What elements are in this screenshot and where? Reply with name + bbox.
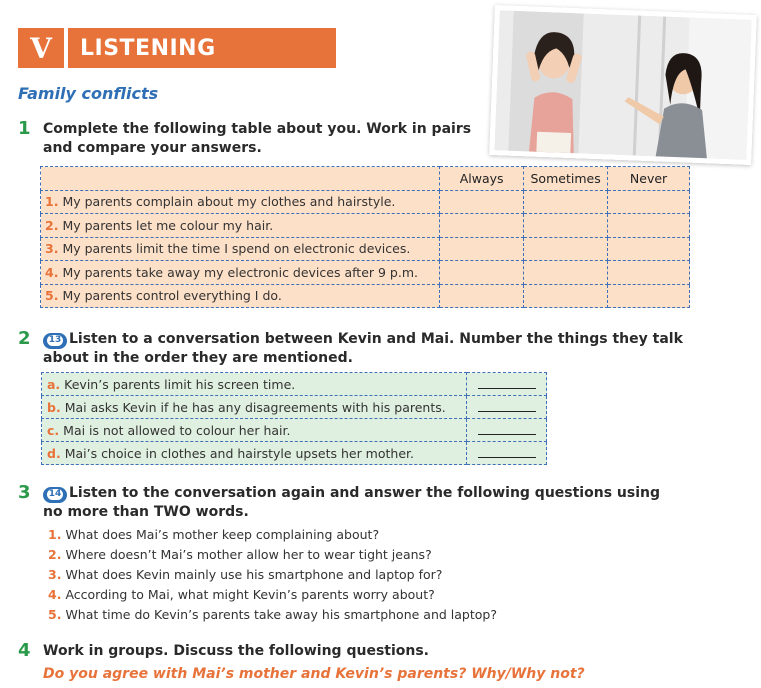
table-row [41, 284, 690, 308]
table-row [42, 373, 547, 396]
task1-number: 1 [18, 118, 31, 139]
item-label [42, 373, 467, 396]
list-item [48, 585, 497, 605]
cell-always[interactable] [440, 214, 524, 238]
question-text: Where doesn’t Mai’s mother allow her to wear tight jeans? [65, 547, 432, 562]
row-number: 5. [45, 288, 59, 304]
cell-never[interactable] [608, 261, 690, 285]
table-row [42, 396, 547, 419]
row-number: 2. [45, 217, 59, 233]
task2-number: 2 [18, 328, 31, 349]
cell-always[interactable] [440, 190, 524, 214]
task4-number: 4 [18, 640, 31, 661]
task3-instruction [43, 484, 660, 522]
item-label [42, 442, 467, 465]
item-label [42, 419, 467, 442]
row-label [41, 214, 440, 238]
row-label [41, 190, 440, 214]
discussion-question: Do you agree with Mai’s mother and Kevin’s parents? Why/Why not? [43, 666, 585, 682]
audio-track-number: 14 [48, 489, 62, 499]
row-text: My parents take away my electronic devices after 9 p.m. [62, 264, 418, 280]
list-item [48, 525, 497, 545]
cell-never[interactable] [608, 214, 690, 238]
list-item [48, 565, 497, 585]
answer-blank[interactable] [467, 442, 547, 465]
question-list [48, 525, 497, 625]
cell-sometimes[interactable] [524, 214, 608, 238]
row-label [41, 261, 440, 285]
item-letter: a. [47, 376, 61, 392]
table-row [41, 261, 690, 285]
cell-never[interactable] [608, 284, 690, 308]
column-always: Always [440, 167, 524, 191]
task1-instruction-line2: and compare your answers. [43, 140, 262, 156]
task2-instruction [43, 330, 683, 368]
mother-daughter-argument-image [494, 10, 757, 165]
row-number: 1. [45, 194, 59, 210]
table-row [42, 442, 547, 465]
lesson-subtitle: Family conflicts [18, 84, 159, 103]
cell-never[interactable] [608, 190, 690, 214]
task3-number: 3 [18, 482, 31, 503]
column-never: Never [608, 167, 690, 191]
question-text: What time do Kevin’s parents take away his smartphone and laptop? [65, 607, 497, 622]
task2-instruction-line2: about in the order they are mentioned. [43, 350, 353, 366]
row-text: My parents let me colour my hair. [62, 217, 274, 233]
question-number: 4. [48, 587, 62, 602]
question-text: What does Kevin mainly use his smartphone and laptop for? [65, 567, 443, 582]
row-number: 4. [45, 264, 59, 280]
table-row [41, 190, 690, 214]
cell-always[interactable] [440, 284, 524, 308]
question-number: 3. [48, 567, 62, 582]
audio-track-icon[interactable] [43, 487, 67, 503]
question-text: According to Mai, what might Kevin’s parents worry about? [65, 587, 435, 602]
question-number: 1. [48, 527, 62, 542]
header-blank-cell [41, 167, 440, 191]
list-item [48, 605, 497, 625]
cell-sometimes[interactable] [524, 237, 608, 261]
item-text: Mai’s choice in clothes and hairstyle upsets her mother. [64, 445, 414, 461]
cell-always[interactable] [440, 237, 524, 261]
item-text: Mai is not allowed to colour her hair. [63, 422, 291, 438]
task4-instruction: Work in groups. Discuss the following questions. [43, 643, 429, 659]
cell-sometimes[interactable] [524, 190, 608, 214]
table-row [42, 419, 547, 442]
question-number: 5. [48, 607, 62, 622]
section-header [18, 28, 336, 68]
cell-always[interactable] [440, 261, 524, 285]
answer-blank[interactable] [467, 373, 547, 396]
task1-instruction [43, 120, 471, 158]
question-number: 2. [48, 547, 62, 562]
frequency-table [40, 166, 690, 308]
section-number: V [18, 28, 64, 68]
cell-never[interactable] [608, 237, 690, 261]
row-label [41, 237, 440, 261]
item-label [42, 396, 467, 419]
audio-track-number: 13 [48, 335, 62, 345]
table-row [41, 237, 690, 261]
row-text: My parents complain about my clothes and hairstyle. [62, 194, 396, 210]
audio-track-icon[interactable] [43, 333, 67, 349]
cell-sometimes[interactable] [524, 261, 608, 285]
row-number: 3. [45, 241, 59, 257]
ordering-table [41, 372, 547, 465]
list-item [48, 545, 497, 565]
row-text: My parents control everything I do. [62, 288, 282, 304]
item-letter: d. [47, 445, 61, 461]
answer-blank[interactable] [467, 419, 547, 442]
section-title: LISTENING [68, 28, 336, 68]
task3-instruction-line1: Listen to the conversation again and answer the following questions using [69, 485, 660, 501]
row-label [41, 284, 440, 308]
item-text: Mai asks Kevin if he has any disagreements with his parents. [64, 399, 446, 415]
item-letter: b. [47, 399, 61, 415]
column-sometimes: Sometimes [524, 167, 608, 191]
frequency-table-header [41, 167, 690, 191]
illustration-photo [489, 5, 757, 165]
task2-instruction-line1: Listen to a conversation between Kevin and Mai. Number the things they talk [69, 331, 683, 347]
item-text: Kevin’s parents limit his screen time. [64, 376, 296, 392]
task3-instruction-line2: no more than TWO words. [43, 504, 249, 520]
table-row [41, 214, 690, 238]
row-text: My parents limit the time I spend on electronic devices. [62, 241, 411, 257]
item-letter: c. [47, 422, 60, 438]
task1-instruction-line1: Complete the following table about you. Work in pairs [43, 121, 472, 137]
cell-sometimes[interactable] [524, 284, 608, 308]
question-text: What does Mai’s mother keep complaining about? [65, 527, 380, 542]
answer-blank[interactable] [467, 396, 547, 419]
